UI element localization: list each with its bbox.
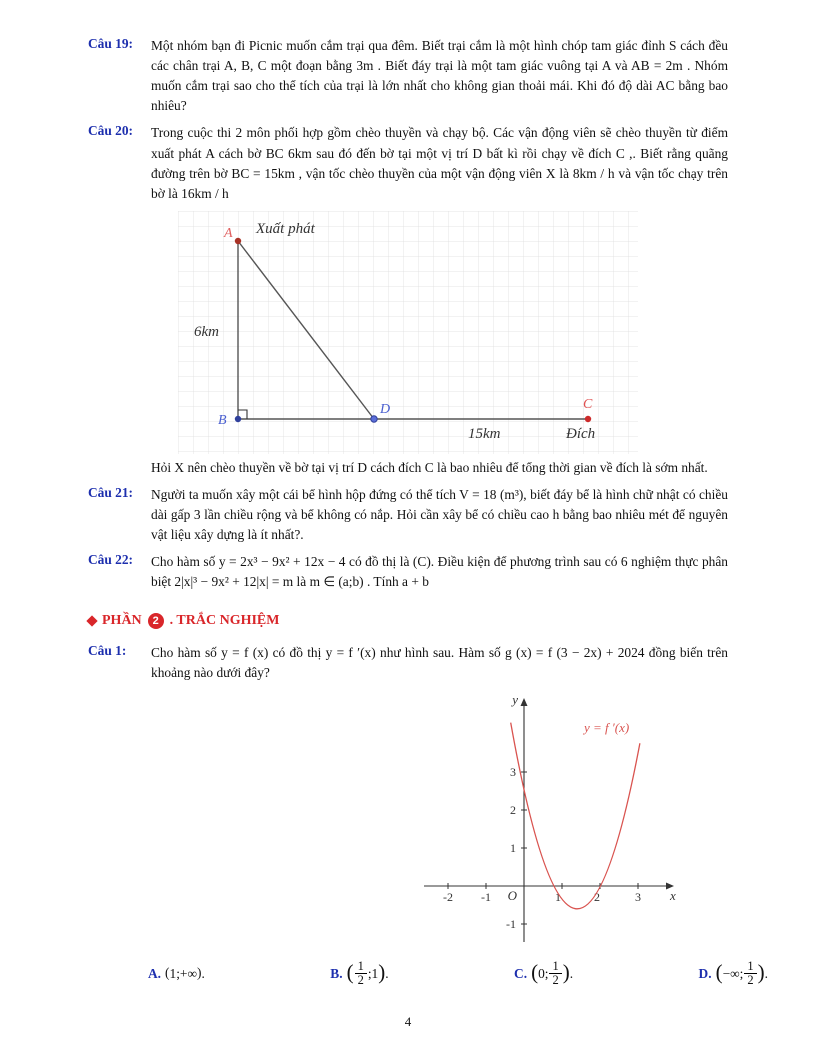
rowing-diagram-svg [178, 211, 638, 454]
paren: ( [346, 960, 354, 985]
y-tick-label: 1 [510, 840, 516, 855]
part2-question-1-text: Cho hàm số y = f (x) có đồ thị y = f ′(x) như hình sau. Hàm số g (x) = f (3 − 2x) + 2024 đồng biến trên khoảng nào dưới đây? [151, 644, 728, 680]
derivative-graph-svg [406, 690, 706, 952]
paren: ) [757, 960, 765, 985]
x-tick-label: 3 [635, 889, 641, 904]
fraction: $\frac{1}{2}$ [355, 960, 367, 988]
question-22-label: Câu 22: [88, 552, 134, 568]
question-19-label: Câu 19: [88, 36, 134, 51]
y-tick-label: 2 [510, 802, 516, 817]
x-tick-label: -1 [481, 889, 491, 904]
x-axis-label: x [670, 887, 676, 903]
point-a-dot [235, 238, 241, 244]
diamond-icon [86, 615, 97, 626]
point-b-dot [235, 416, 241, 422]
option-d [699, 960, 768, 988]
part2-heading [88, 613, 728, 629]
base-label: 15km [468, 425, 501, 442]
point-b-label: B [218, 412, 227, 428]
rowing-diagram [178, 211, 638, 454]
option-b [330, 960, 388, 988]
x-tick-label: -2 [443, 889, 453, 904]
question-20-followup: Hỏi X nên chèo thuyền về bờ tại vị trí D cách đích C là bao nhiêu để tổng thời gian về đích là sớm nhất. [151, 459, 708, 475]
y-axis-label: y [512, 691, 518, 707]
answer-options [148, 960, 768, 988]
x-tick-label: 2 [594, 889, 600, 904]
part2-question-1 [88, 643, 728, 683]
derivative-graph [406, 690, 716, 952]
question-20-label: Câu 20: [88, 123, 134, 139]
start-label: Xuất phát [256, 220, 315, 237]
option-a [148, 966, 205, 982]
paren: ( [165, 965, 170, 981]
curve-label: y = f ′(x) [584, 719, 630, 735]
option-c [514, 960, 573, 988]
point-d-label: D [380, 401, 391, 417]
fraction: $\frac{1}{2}$ [549, 960, 561, 988]
part2-number-badge: 2 [148, 613, 164, 629]
question-19-text: Một nhóm bạn đi Picnic muốn cắm trại qua đêm. Biết trại cắm là một hình chóp tam giác đỉnh S cách đều các chân trại A, B, C một đoạn bằng 3m . Biết đáy trại là một tam giác vuông tại A và AB = 2m . Nhóm muốn cắm trại sao cho thể tích của trại là lớn nhất cho không gian thoải mái. Khi đó độ dài AC bằng bao nhiêu? [151, 38, 728, 114]
option-a-value: 1;+∞ [169, 965, 198, 981]
option-b-label: B. [330, 965, 343, 981]
question-20-followup-row [88, 456, 728, 478]
question-19 [88, 36, 728, 116]
point-c-dot [585, 416, 591, 422]
height-label: 6km [194, 323, 219, 340]
question-20 [88, 123, 728, 203]
paren: ) [197, 965, 202, 981]
dot: . [569, 965, 574, 981]
point-a-label: A [224, 225, 233, 241]
origin-label: O [507, 887, 517, 903]
part2-title-pre: PHẦN [102, 612, 142, 628]
option-d-value: −∞; [722, 965, 744, 981]
y-tick-label: -1 [506, 916, 516, 931]
question-22-text: Cho hàm số y = 2x³ − 9x² + 12x − 4 có đồ thị là (C). Điều kiện để phương trình sau có 6 nghiệm thực phân biệt 2|x|³ − 9x² + 12|x| = m là m ∈ (a;b) . Tính a + b [151, 554, 728, 590]
option-b-rest: ;1 [367, 965, 379, 981]
option-d-label: D. [698, 965, 712, 981]
question-22 [88, 552, 728, 592]
question-20-text: Trong cuộc thi 2 môn phối hợp gồm chèo thuyền và chạy bộ. Các vận động viên sẽ chèo thuyền từ điểm xuất phát A cách bờ BC 6km sau đó đến bờ tại một vị trí D bất kì rồi chạy về đích C ,. Biết rằng quãng đường trên bờ BC = 15km , vận tốc chèo thuyền của một vận động viên X là 8km / h và vận tốc chạy trên bờ là 16km / h [151, 125, 728, 201]
paren: ( [715, 960, 723, 985]
dot: . [201, 965, 205, 981]
fprime-curve [511, 719, 640, 908]
paren: ) [378, 960, 386, 985]
question-21-text: Người ta muốn xây một cái bể hình hộp đứng có thể tích V = 18 (m³), biết đáy bể là hình chữ nhật có chiều dài gấp 3 lần chiều rộng và bể không có nắp. Hỏi cần xây bể có chiều cao h bằng bao nhiêu mét để nguyên vật liệu xây dựng là ít nhất?. [151, 486, 728, 543]
y-axis-arrow [521, 698, 528, 706]
paren: ) [562, 960, 570, 985]
page-number: 4 [404, 1014, 412, 1029]
option-c-label: C. [514, 965, 528, 981]
x-tick-label: 1 [555, 889, 561, 904]
paren: ( [531, 960, 539, 985]
point-d-dot [371, 416, 377, 422]
question-21 [88, 485, 728, 545]
part2-title-post: . TRẮC NGHIỆM [169, 612, 280, 628]
y-tick-label: 3 [510, 764, 516, 779]
point-c-label: C [583, 396, 593, 412]
question-21-label: Câu 21: [88, 484, 134, 500]
finish-label: Đích [566, 425, 596, 442]
dot: . [764, 965, 768, 981]
fraction: $\frac{1}{2}$ [744, 960, 756, 988]
option-c-value: 0; [538, 965, 549, 981]
part2-question-1-label: Câu 1: [88, 642, 127, 658]
dot: . [385, 965, 389, 981]
option-a-label: A. [148, 965, 162, 981]
